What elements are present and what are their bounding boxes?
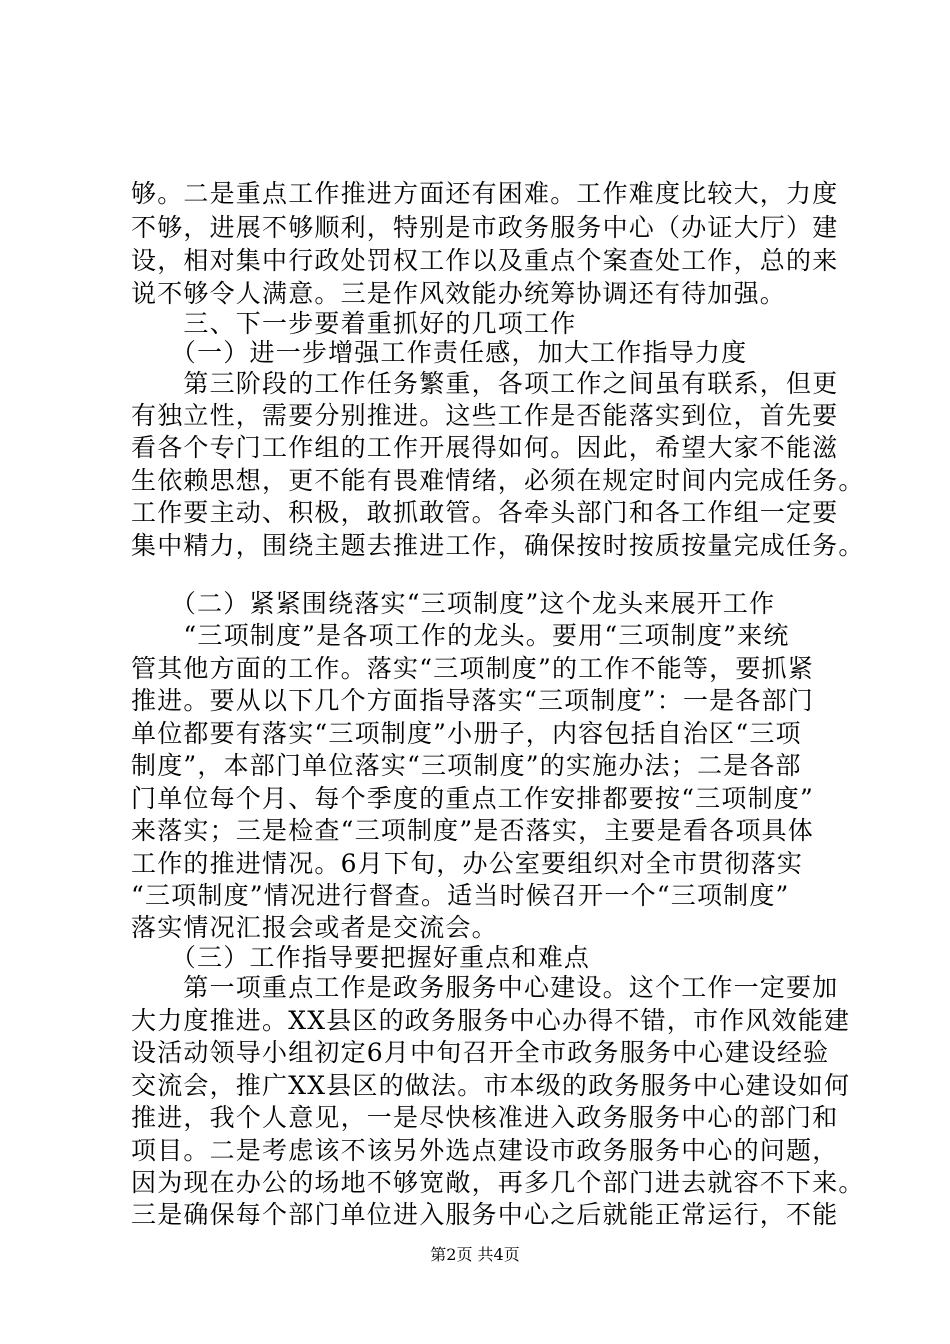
text-line: 交流会，推广XX县区的做法。市本级的政务服务中心建设如何	[131, 1071, 851, 1100]
text-line: 管其他方面的工作。落实“三项制度”的工作不能等，要抓紧	[131, 654, 814, 683]
text-line: “三项制度”是各项工作的龙头。要用“三项制度”来统	[131, 621, 790, 650]
text-line: 设，相对集中行政处罚权工作以及重点个案查处工作，总的来	[131, 246, 839, 275]
text-line: 来落实；三是检查“三项制度”是否落实，主要是看各项具体	[131, 816, 814, 845]
subsection-heading: （一）进一步增强工作责任感，加大工作指导力度	[131, 338, 748, 367]
text-line: 第一项重点工作是政务服务中心建设。这个工作一定要加	[131, 973, 839, 1002]
text-line: 看各个专门工作组的工作开展得如何。因此，希望大家不能滋	[131, 433, 839, 462]
text-line: “三项制度”情况进行督查。适当时候召开一个“三项制度”	[131, 881, 790, 910]
text-line: 集中精力，围绕主题去推进工作，确保按时按质按量完成任务。	[131, 531, 865, 560]
text-line: 工作要主动、积极，敢抓敢管。各牵头部门和各工作组一定要	[131, 498, 839, 527]
text-line: 因为现在办公的场地不够宽敞，再多几个部门进去就容不下来。	[131, 1168, 865, 1197]
text-line: 不够，进展不够顺利，特别是市政务服务中心（办证大厅）建	[131, 213, 839, 242]
text-line: 项目。二是考虑该不该另外选点建设市政务服务中心的问题，	[131, 1136, 839, 1165]
text-line: 说不够令人满意。三是作风效能办统筹协调还有待加强。	[131, 279, 787, 308]
text-line: 够。二是重点工作推进方面还有困难。工作难度比较大，力度	[131, 179, 839, 208]
text-line: 制度”，本部门单位落实“三项制度”的实施办法；二是各部	[131, 751, 802, 780]
text-line: 推进，我个人意见，一是尽快核准进入政务服务中心的部门和	[131, 1103, 839, 1132]
text-line: 推进。要从以下几个方面指导落实“三项制度”：一是各部门	[131, 686, 814, 715]
text-line: 第三阶段的工作任务繁重，各项工作之间虽有联系，但更	[131, 369, 839, 398]
text-line: 工作的推进情况。6月下旬，办公室要组织对全市贯彻落实	[131, 849, 804, 878]
section-heading: 三、下一步要着重抓好的几项工作	[131, 309, 577, 338]
text-line: 设活动领导小组初定6月中旬召开全市政务服务中心建设经验	[131, 1038, 830, 1067]
text-line: 生依赖思想，更不能有畏难情绪，必须在规定时间内完成任务。	[131, 466, 865, 495]
page-number-footer: 第2页 共4页	[430, 1245, 520, 1264]
subsection-heading: （三）工作指导要把握好重点和难点	[131, 943, 591, 972]
text-line: 大力度推进。XX县区的政务服务中心办得不错，市作风效能建	[131, 1006, 851, 1035]
text-line: 落实情况汇报会或者是交流会。	[131, 913, 498, 942]
text-line: 三是确保每个部门单位进入服务中心之后就能正常运行，不能	[131, 1200, 839, 1229]
text-line: 单位都要有落实“三项制度”小册子，内容包括自治区“三项	[131, 719, 802, 748]
text-line: 门单位每个月、每个季度的重点工作安排都要按“三项制度”	[131, 784, 814, 813]
text-line: 有独立性，需要分别推进。这些工作是否能落实到位，首先要	[131, 401, 839, 430]
subsection-heading: （二）紧紧围绕落实“三项制度”这个龙头来展开工作	[131, 589, 776, 618]
